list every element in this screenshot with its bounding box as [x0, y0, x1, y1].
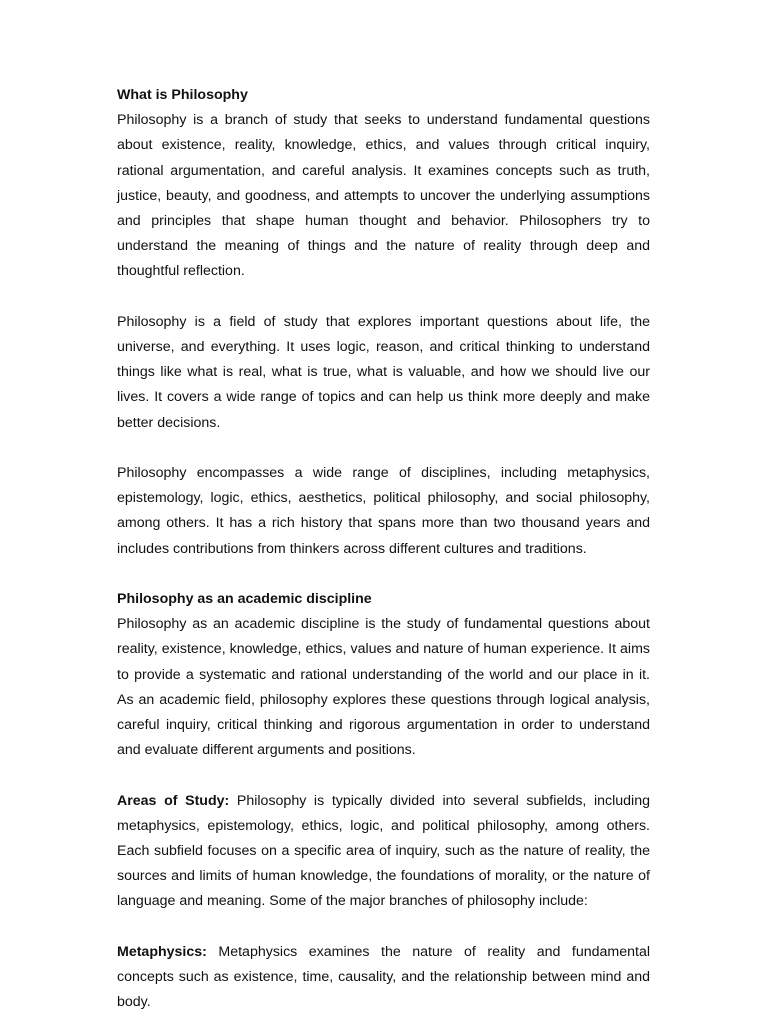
- section-heading-what-is-philosophy: What is Philosophy: [117, 87, 248, 103]
- paragraph-gap: [117, 436, 650, 461]
- metaphysics-text: Metaphysics examines the nature of reality and fundamental concepts such as existence, time, causality, and the relationship between mind and body.: [117, 943, 650, 1011]
- paragraph-gap: [117, 285, 650, 310]
- areas-of-study-text: Philosophy is typically divided into several subfields, including metaphysics, epistemology, ethics, logic, and political philosophy, among others. Each subfield focuses on a specific area of inquiry, such as the nature of reality, the sources and limits of human knowledge, the foundations of morality, or the nature of language and meaning. Some of the major branches of philosophy include:: [117, 792, 650, 910]
- paragraph-metaphysics: [117, 940, 650, 1016]
- paragraph-field-of-study: Philosophy is a field of study that explores important questions about life, the universe, and everything. It uses logic, reason, and critical thinking to understand things like what is real, what is true, what is valuable, and how we should live our lives. It covers a wide range of topics and can help us think more deeply and make better decisions.: [117, 313, 650, 431]
- paragraph-areas-of-study: [117, 789, 650, 915]
- document-page: [117, 83, 650, 1015]
- section-heading-academic-discipline: Philosophy as an academic discipline: [117, 591, 372, 608]
- paragraph-disciplines: Philosophy encompasses a wide range of disciplines, including metaphysics, epistemology, logic, ethics, aesthetics, political philosophy, and social philosophy, among others. It has a rich history that spans more than two thousand years and includes contributions from thinkers across different cultures and traditions.: [117, 465, 650, 557]
- metaphysics-label: Metaphysics:: [117, 943, 207, 960]
- paragraph-gap: [117, 915, 650, 940]
- paragraph-gap: [117, 763, 650, 788]
- paragraph-academic-discipline: Philosophy as an academic discipline is the study of fundamental questions about reality, existence, knowledge, ethics, values and nature of human experience. It aims to provide a systematic and rational understanding of the world and our place in it. As an academic field, philosophy explores these questions through logical analysis, careful inquiry, critical thinking and rigorous argumentation in order to understand and evaluate different arguments and positions.: [117, 616, 650, 759]
- paragraph-gap: [117, 562, 650, 587]
- areas-of-study-label: Areas of Study:: [117, 792, 230, 809]
- paragraph-definition: Philosophy is a branch of study that seeks to understand fundamental questions about existence, reality, knowledge, ethics, and values through critical inquiry, rational argumentation, and careful analysis. It examines concepts such as truth, justice, beauty, and goodness, and attempts to uncover the underlying assumptions and principles that shape human thought and behavior. Philosophers try to understand the meaning of things and the nature of reality through deep and thoughtful reflection.: [117, 112, 650, 280]
